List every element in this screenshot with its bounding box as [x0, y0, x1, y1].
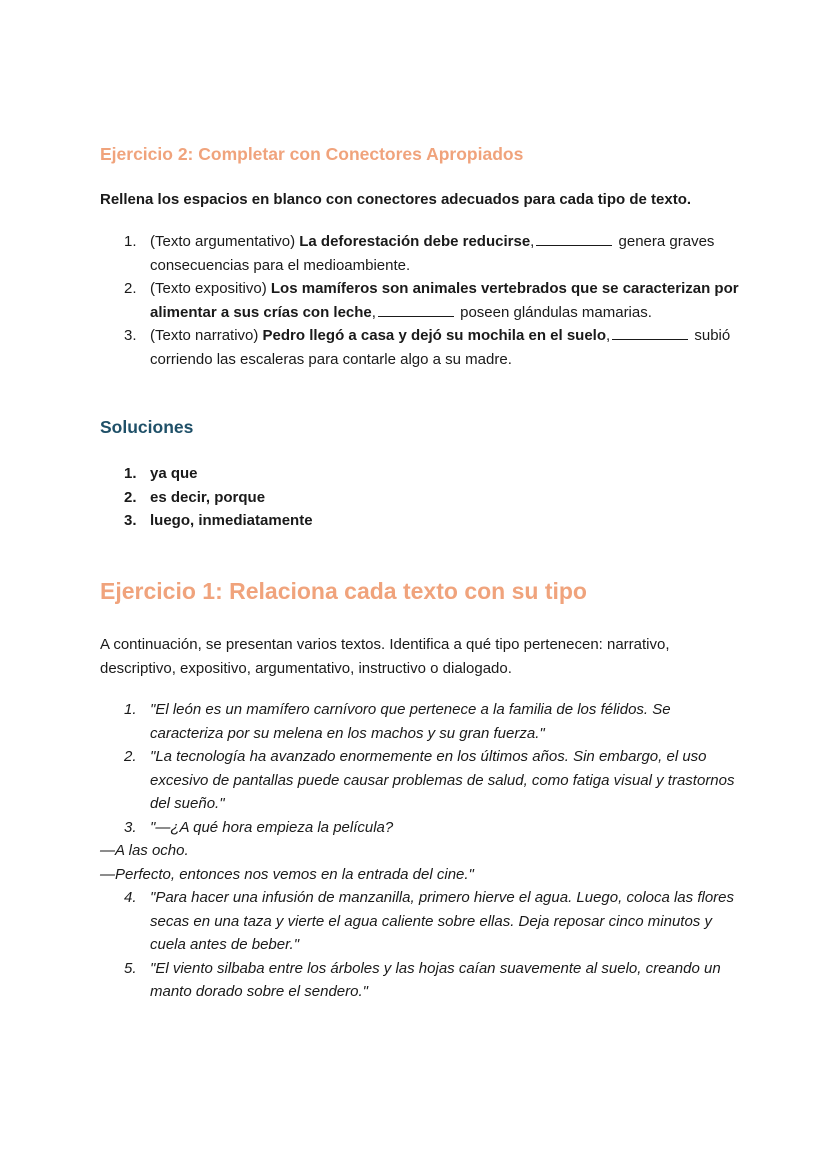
quote-text: "—¿A qué hora empieza la película? [150, 818, 394, 836]
list-item: 2. (Texto expositivo) Los mamíferos son animales vertebrados que se caracterizan por alimentar a sus crías con leche, poseen glándulas mamarias. [100, 277, 740, 324]
exercise-1-intro: A continuación, se presentan varios textos. Identifica a qué tipo pertenecen: narrativo, descriptivo, expositivo, argumentativo, instructivo o dialogado. [100, 636, 670, 677]
dialogue-line: —A las ocho. [100, 842, 189, 859]
sentence-rest: subió corriendo las escaleras para contarle algo a su madre. [150, 327, 731, 368]
sentence-rest: genera graves consecuencias para el medioambiente. [150, 233, 715, 274]
exercise-2-instruction: Rellena los espacios en blanco con conectores adecuados para cada tipo de texto. [100, 191, 692, 208]
sentence-rest: poseen glándulas mamarias. [460, 303, 652, 321]
item-number: 2. [124, 748, 137, 765]
list-item [100, 886, 740, 957]
item-number: 1. [124, 233, 137, 250]
text-type: (Texto argumentativo) [150, 233, 296, 250]
solution-text: es decir, porque [150, 488, 266, 506]
list-item [100, 957, 740, 1004]
text-type: (Texto narrativo) [150, 327, 259, 344]
item-number: 1. [124, 701, 137, 718]
exercise-2-heading: Ejercicio 2: Completar con Conectores Apropiados [100, 144, 524, 164]
item-number: 3. [124, 512, 137, 529]
exercise-2-list [100, 230, 740, 371]
dialogue-line: —Perfecto, entonces nos vemos en la entrada del cine." [100, 865, 474, 883]
list-item [100, 745, 740, 816]
list-item [100, 462, 313, 486]
fill-blank[interactable] [612, 325, 688, 340]
solutions-heading: Soluciones [100, 417, 194, 437]
text-type: (Texto expositivo) [150, 280, 267, 297]
item-number: 4. [124, 889, 137, 906]
solutions-list [100, 462, 313, 533]
list-item [100, 509, 313, 533]
item-number: 3. [124, 818, 137, 836]
list-item: 1. (Texto argumentativo) La deforestación debe reducirse, genera graves consecuencias para el medioambiente. [100, 230, 740, 277]
fill-blank[interactable] [378, 302, 454, 317]
list-item [100, 698, 740, 745]
list-item: 3. (Texto narrativo) Pedro llegó a casa y dejó su mochila en el suelo, subió corriendo las escaleras para contarle algo a su madre. [100, 324, 740, 371]
exercise-1-heading: Ejercicio 1: Relaciona cada texto con su tipo [100, 578, 587, 604]
quote-text: "El león es un mamífero carnívoro que pertenece a la familia de los félidos. Se caracteriza por su melena en los machos y su gran fuerza." [150, 701, 671, 742]
sentence-bold: La deforestación debe reducirse [299, 233, 531, 250]
item-number: 1. [124, 465, 137, 482]
list-item [100, 816, 740, 887]
item-number: 5. [124, 959, 137, 977]
sentence-bold: Los mamíferos son animales vertebrados que se caracterizan por alimentar a sus crías con leche [150, 280, 739, 321]
quote-text: "La tecnología ha avanzado enormemente en los últimos años. Sin embargo, el uso excesivo de pantallas puede causar problemas de salud, como fatiga visual y trastornos del sueño." [150, 748, 735, 812]
quote-text: "Para hacer una infusión de manzanilla, primero hierve el agua. Luego, coloca las flores secas en una taza y vierte el agua caliente sobre ellas. Deja reposar cinco minutos y cuela antes de beber." [150, 889, 734, 953]
list-item [100, 486, 313, 510]
item-number: 2. [124, 488, 137, 506]
fill-blank[interactable] [536, 231, 612, 246]
sentence-bold: Pedro llegó a casa y dejó su mochila en el suelo [262, 327, 607, 344]
solution-text: ya que [150, 465, 198, 482]
item-number: 2. [124, 280, 137, 297]
exercise-1-list [100, 698, 740, 1004]
solution-text: luego, inmediatamente [150, 512, 313, 529]
quote-text: "El viento silbaba entre los árboles y las hojas caían suavemente al suelo, creando un manto dorado sobre el sendero." [150, 959, 721, 1000]
item-number: 3. [124, 327, 137, 344]
